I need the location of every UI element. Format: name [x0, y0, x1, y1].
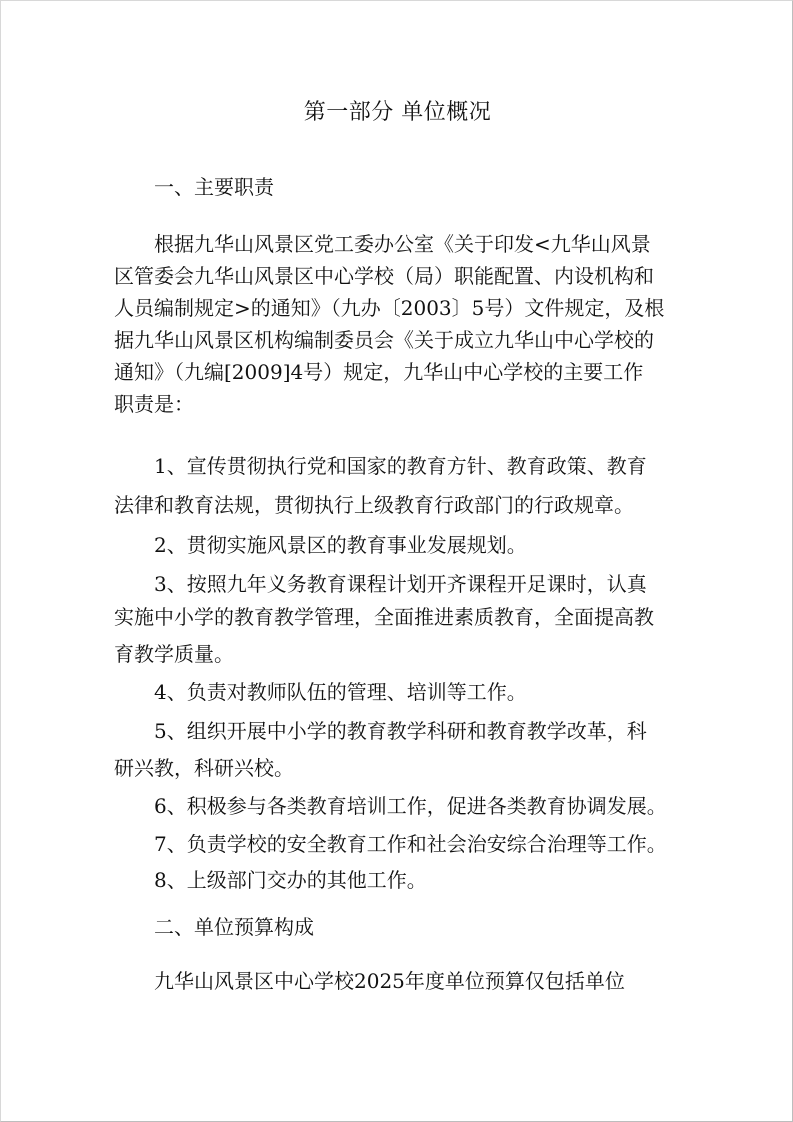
list-item-2: 2、贯彻实施风景区的教育事业发展规划。 [154, 533, 527, 557]
paragraph-line: 九华山风景区中心学校2025年度单位预算仅包括单位 [154, 969, 625, 993]
paragraph-line: 区管委会九华山风景区中心学校（局）职能配置、内设机构和 [114, 264, 654, 288]
list-item-6: 6、积极参与各类教育培训工作，促进各类教育协调发展。 [154, 794, 667, 818]
section-heading-duties: 一、主要职责 [154, 175, 274, 199]
paragraph-line: 据九华山风景区机构编制委员会《关于成立九华山中心学校的 [114, 328, 654, 352]
paragraph-line: 人员编制规定>的通知》（九办〔2003〕5号）文件规定，及根 [114, 296, 665, 320]
list-item-1-line: 法律和教育法规，贯彻执行上级教育行政部门的行政规章。 [114, 493, 634, 517]
list-item-5-line: 5、组织开展中小学的教育教学科研和教育教学改革，科 [154, 719, 647, 743]
list-item-5-line: 研兴教，科研兴校。 [114, 756, 294, 780]
list-item-1-line: 1、宣传贯彻执行党和国家的教育方针、教育政策、教育 [154, 454, 647, 478]
paragraph-line: 根据九华山风景区党工委办公室《关于印发<九华山风景 [154, 232, 651, 256]
list-item-4: 4、负责对教师队伍的管理、培训等工作。 [154, 680, 527, 704]
paragraph-line: 通知》（九编[2009]4号）规定，九华山中心学校的主要工作 [114, 360, 644, 384]
list-item-8: 8、上级部门交办的其他工作。 [154, 868, 427, 892]
paragraph-line: 职责是： [114, 392, 194, 416]
list-item-7: 7、负责学校的安全教育工作和社会治安综合治理等工作。 [154, 832, 667, 856]
list-item-3-line: 育教学质量。 [114, 642, 234, 666]
list-item-3-line: 3、按照九年义务教育课程计划开齐课程开足课时，认真 [154, 572, 647, 596]
list-item-3-line: 实施中小学的教育教学管理，全面推进素质教育，全面提高教 [114, 605, 654, 629]
section-heading-budget: 二、单位预算构成 [154, 915, 314, 939]
page-title: 第一部分 单位概况 [303, 100, 492, 125]
